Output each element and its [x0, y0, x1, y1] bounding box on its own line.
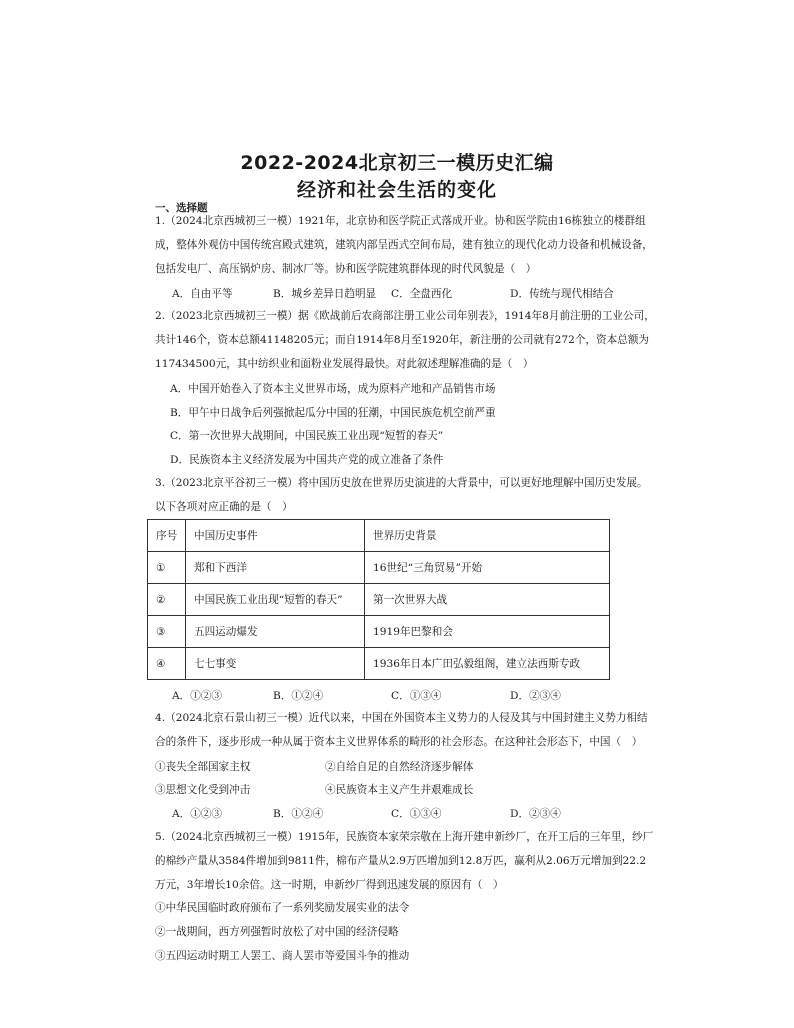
- q4-line-1: 4.（2024北京石景山初三一模）近代以来，中国在外国资本主义势力的人侵及其与中国封建主义势力相结: [155, 712, 648, 724]
- q5-item-3: ③五四运动时期工人罢工、商人罢市等爱国斗争的推动: [155, 950, 410, 962]
- q2-option-d[interactable]: D．民族资本主义经济发展为中国共产党的成立准备了条件: [170, 454, 444, 466]
- table-cell: 1936年日本广田弘毅组阁，建立法西斯专政: [365, 648, 610, 680]
- q4-item-2: ②自给自足的自然经济逐步解体: [325, 761, 474, 773]
- table-cell: 中国民族工业出现“短暂的春天”: [186, 584, 365, 616]
- table-header-cell: 世界历史背景: [365, 520, 610, 552]
- q3-line-2: 以下各项对应正确的是（ ）: [155, 501, 293, 513]
- q2-line-1: 2.（2023北京西城初三一模）据《欧战前后农商部注册工业公司年别表》，1914年8月前注册的工业公司，: [155, 310, 655, 322]
- history-table: [147, 519, 610, 680]
- q4-item-4: ④民族资本主义产生并艰难成长: [325, 784, 474, 796]
- table-row: [148, 648, 610, 680]
- q4-option-c[interactable]: C．①③④: [391, 808, 442, 820]
- table-cell: 五四运动爆发: [186, 616, 365, 648]
- table-row: [148, 616, 610, 648]
- table-row: [148, 584, 610, 616]
- q2-line-3: 117434500元，其中纺织业和面粉业发展得最快。对此叙述理解准确的是（ ）: [155, 358, 534, 370]
- q4-line-2: 合的条件下，逐步形成一种从属于资本主义世界体系的畸形的社会形态。在这种社会形态下，中国（ ）: [155, 736, 643, 748]
- q4-item-3: ③思想文化受到冲击: [155, 784, 251, 796]
- q3-option-d[interactable]: D．②③④: [510, 690, 561, 702]
- table-cell: 郑和下西洋: [186, 552, 365, 584]
- q4-item-1: ①丧失全部国家主权: [155, 761, 251, 773]
- q4-option-a[interactable]: A．①②③: [172, 808, 223, 820]
- table-cell: ①: [148, 552, 186, 584]
- table-cell: 第一次世界大战: [365, 584, 610, 616]
- section-heading: 一、选择题: [155, 202, 208, 214]
- q4-option-d[interactable]: D．②③④: [510, 808, 561, 820]
- table-cell: ④: [148, 648, 186, 680]
- q1-option-d[interactable]: D．传统与现代相结合: [510, 288, 614, 300]
- q5-item-2: ②一战期间，西方列强暂时放松了对中国的经济侵略: [155, 926, 399, 938]
- q1-line-2: 成，整体外观仿中国传统宫殿式建筑，建筑内部呈西式空间布局，建有独立的现代化动力设备和机械设备，: [155, 239, 653, 251]
- q2-option-a[interactable]: A．中国开始卷入了资本主义世界市场，成为原料产地和产品销售市场: [170, 383, 496, 395]
- document-subtitle: 经济和社会生活的变化: [296, 179, 497, 201]
- q3-option-c[interactable]: C．①③④: [391, 690, 442, 702]
- q5-line-2: 的棉纱产量从3584件增加到9811件，棉布产量从2.9万匹增加到12.8万匹，赢利从2.06万元增加到22.2: [155, 855, 647, 867]
- q2-option-b[interactable]: B．甲午中日战争后列强掀起瓜分中国的狂潮，中国民族危机空前严重: [170, 407, 496, 419]
- document-title: 2022-2024北京初三一模历史汇编: [240, 152, 554, 174]
- table-cell: 七七事变: [186, 648, 365, 680]
- q3-option-a[interactable]: A．①②③: [172, 690, 223, 702]
- q1-line-1: 1.（2024北京西城初三一模）1921年，北京协和医学院正式落成开业。协和医学院由16栋独立的楼群组: [155, 215, 646, 227]
- q1-line-3: 包括发电厂、高压锅炉房、制冰厂等。协和医学院建筑群体现的时代风貌是（ ）: [155, 263, 537, 275]
- table-header-cell: 序号: [148, 520, 186, 552]
- q3-option-b[interactable]: B．①②④: [273, 690, 324, 702]
- q5-item-1: ①中华民国临时政府颁布了一系列奖励发展实业的法令: [155, 902, 410, 914]
- table-cell: ③: [148, 616, 186, 648]
- q4-option-b[interactable]: B．①②④: [273, 808, 324, 820]
- table-header-cell: 中国历史事件: [186, 520, 365, 552]
- table-header-row: [148, 520, 610, 552]
- q1-option-a[interactable]: A．自由平等: [172, 288, 233, 300]
- q2-line-2: 共计146个，资本总额41148205元；而自1914年8月至1920年，新注册的公司就有272个，资本总额为: [155, 334, 650, 346]
- table-cell: 16世纪“三角贸易”开始: [365, 552, 610, 584]
- table-cell: 1919年巴黎和会: [365, 616, 610, 648]
- table-cell: ②: [148, 584, 186, 616]
- q1-option-c[interactable]: C．全盘西化: [391, 288, 453, 300]
- q1-option-b[interactable]: B．城乡差异日趋明显: [273, 288, 377, 300]
- q2-option-c[interactable]: C．第一次世界大战期间，中国民族工业出现“短暂的春天”: [170, 430, 444, 442]
- q5-line-1: 5.（2024北京西城初三一模）1915年，民族资本家荣宗敬在上海开建申新纱厂，在开工后的三年里，纱厂: [155, 831, 654, 843]
- table-row: [148, 552, 610, 584]
- q3-line-1: 3.（2023北京平谷初三一模）将中国历史放在世界历史演进的大背景中，可以更好地理解中国历史发展。: [155, 477, 648, 489]
- q5-line-3: 万元，3年增长10余倍。这一时期，申新纱厂得到迅速发展的原因有（ ）: [155, 879, 504, 891]
